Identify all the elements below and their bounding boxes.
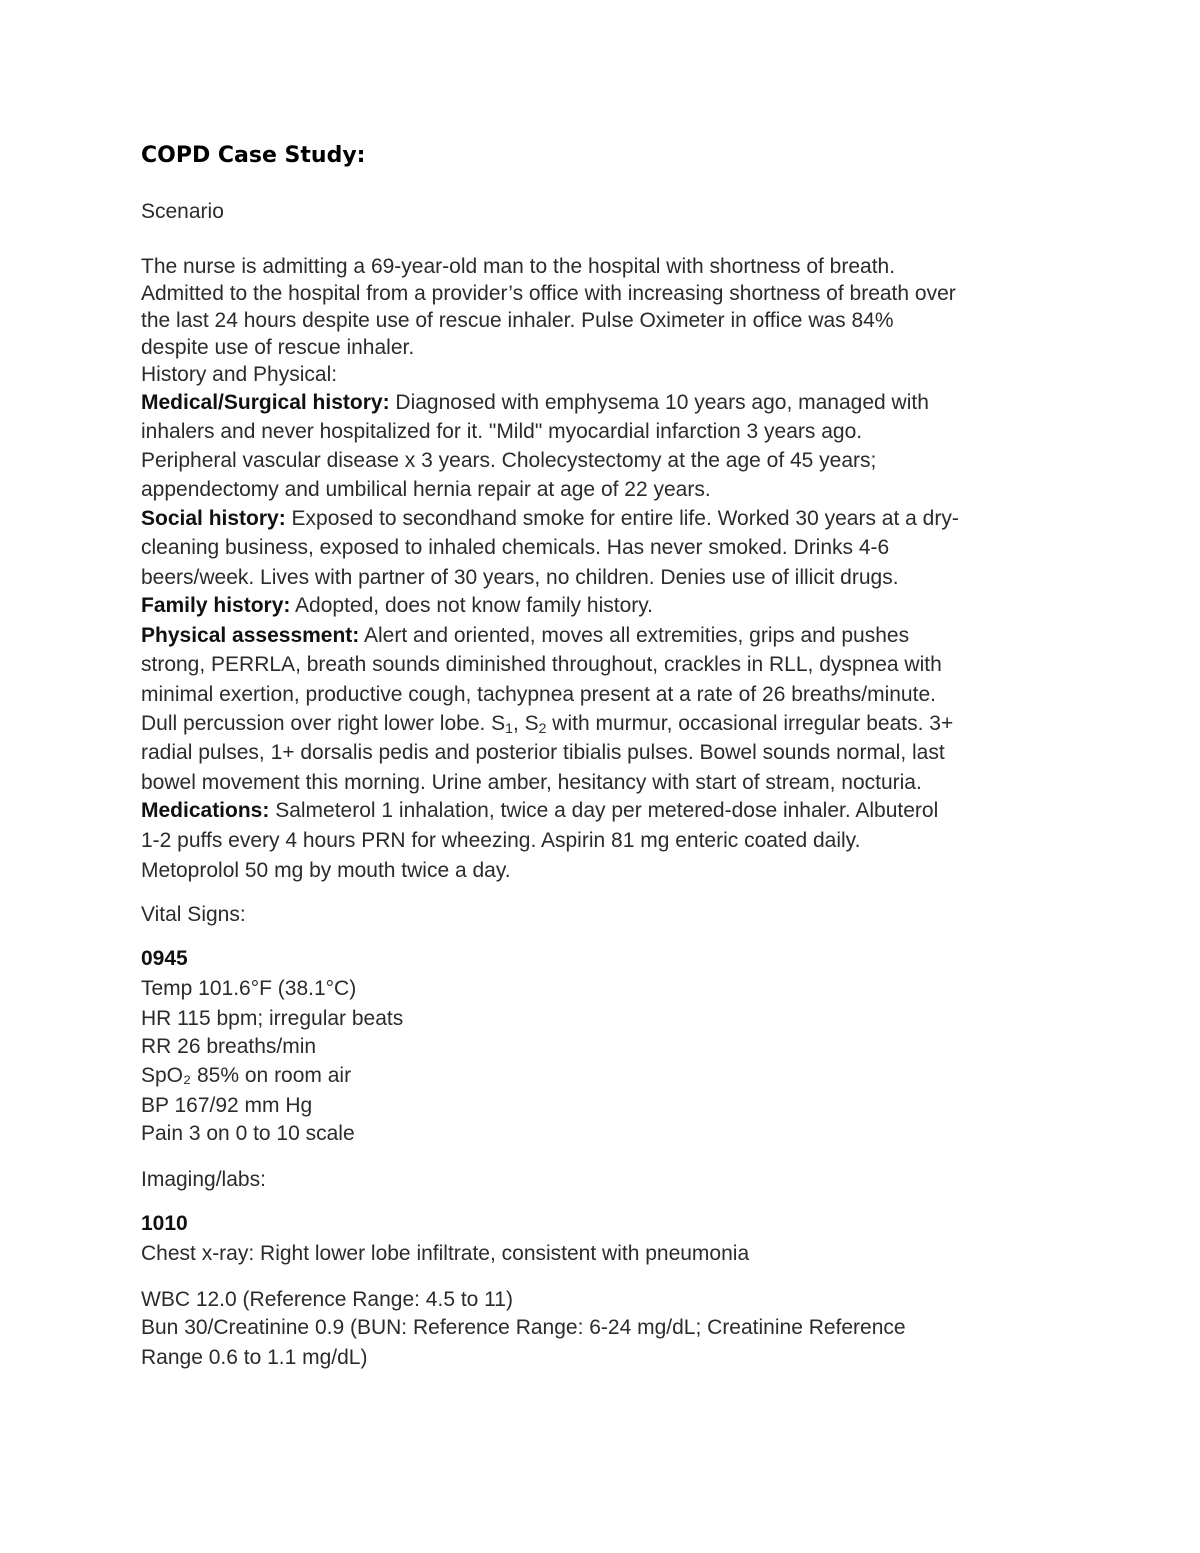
vital-sign: Temp 101.6°F (38.1°C) bbox=[141, 977, 357, 1000]
social-text: Exposed to secondhand smoke for entire life. Worked 30 years at a dry- bbox=[285, 507, 959, 530]
physical-line: minimal exertion, productive cough, tachypnea present at a rate of 26 breaths/minute. bbox=[141, 683, 936, 706]
vital-sign: HR 115 bpm; irregular beats bbox=[141, 1007, 404, 1030]
text: Dull percussion over right lower lobe. S bbox=[141, 712, 506, 735]
lab-result: Range 0.6 to 1.1 mg/dL) bbox=[141, 1346, 368, 1369]
family-label: Family history: bbox=[141, 594, 291, 617]
scenario-heading: Scenario bbox=[141, 200, 224, 223]
vital-sign: RR 26 breaths/min bbox=[141, 1035, 317, 1058]
vitals-heading: Vital Signs: bbox=[141, 903, 246, 926]
physical-label: Physical assessment: bbox=[141, 624, 360, 647]
chest-xray: Chest x-ray: Right lower lobe infiltrate, consistent with pneumonia bbox=[141, 1242, 750, 1265]
subscript: 1 bbox=[505, 720, 513, 736]
scenario-line: despite use of rescue inhaler. bbox=[141, 336, 415, 359]
vitals-time: 0945 bbox=[141, 947, 188, 970]
medications bbox=[141, 797, 938, 825]
imaging-time: 1010 bbox=[141, 1212, 188, 1235]
physical-assessment bbox=[141, 622, 909, 650]
medications-label: Medications: bbox=[141, 799, 270, 822]
social-line: beers/week. Lives with partner of 30 years, no children. Denies use of illicit drugs. bbox=[141, 566, 899, 589]
medical-label: Medical/Surgical history: bbox=[141, 391, 390, 414]
scenario-line: Admitted to the hospital from a provider’s office with increasing shortness of breath over bbox=[141, 282, 956, 305]
page-title: COPD Case Study: bbox=[141, 143, 366, 168]
physical-line: radial pulses, 1+ dorsalis pedis and posterior tibialis pulses. Bowel sounds normal, last bbox=[141, 741, 945, 764]
hp-heading: History and Physical: bbox=[141, 363, 338, 386]
family-history bbox=[141, 592, 653, 620]
medical-line: inhalers and never hospitalized for it. "Mild" myocardial infarction 3 years ago. bbox=[141, 420, 863, 443]
scenario-line: the last 24 hours despite use of rescue inhaler. Pulse Oximeter in office was 84% bbox=[141, 309, 894, 332]
medical-history bbox=[141, 389, 929, 417]
lab-result: Bun 30/Creatinine 0.9 (BUN: Reference Range: 6-24 mg/dL; Creatinine Reference bbox=[141, 1316, 906, 1339]
vital-sign: SpO₂ 85% on room air bbox=[141, 1064, 352, 1087]
medical-text: Diagnosed with emphysema 10 years ago, managed with bbox=[389, 391, 929, 414]
family-text: Adopted, does not know family history. bbox=[290, 594, 654, 617]
lab-result: WBC 12.0 (Reference Range: 4.5 to 11) bbox=[141, 1288, 513, 1311]
medications-line: Metoprolol 50 mg by mouth twice a day. bbox=[141, 859, 511, 882]
medical-line: appendectomy and umbilical hernia repair at age of 22 years. bbox=[141, 478, 711, 501]
imaging-heading: Imaging/labs: bbox=[141, 1168, 266, 1191]
social-history bbox=[141, 505, 959, 533]
social-line: cleaning business, exposed to inhaled chemicals. Has never smoked. Drinks 4-6 bbox=[141, 536, 890, 559]
physical-line: strong, PERRLA, breath sounds diminished throughout, crackles in RLL, dyspnea with bbox=[141, 653, 942, 676]
scenario-line: The nurse is admitting a 69-year-old man to the hospital with shortness of breath. bbox=[141, 255, 896, 278]
physical-text: Alert and oriented, moves all extremities, grips and pushes bbox=[359, 624, 910, 647]
medications-text: Salmeterol 1 inhalation, twice a day per metered-dose inhaler. Albuterol bbox=[269, 799, 939, 822]
vital-sign: BP 167/92 mm Hg bbox=[141, 1094, 313, 1117]
text: with murmur, occasional irregular beats. 3+ bbox=[546, 712, 954, 735]
subscript: 2 bbox=[538, 720, 547, 736]
social-label: Social history: bbox=[141, 507, 286, 530]
medical-line: Peripheral vascular disease x 3 years. Cholecystectomy at the age of 45 years; bbox=[141, 449, 877, 472]
physical-line bbox=[141, 710, 953, 738]
medications-line: 1-2 puffs every 4 hours PRN for wheezing. Aspirin 81 mg enteric coated daily. bbox=[141, 829, 861, 852]
physical-line: bowel movement this morning. Urine amber, hesitancy with start of stream, nocturia. bbox=[141, 771, 922, 794]
text: , S bbox=[512, 712, 539, 735]
vital-sign: Pain 3 on 0 to 10 scale bbox=[141, 1122, 355, 1145]
